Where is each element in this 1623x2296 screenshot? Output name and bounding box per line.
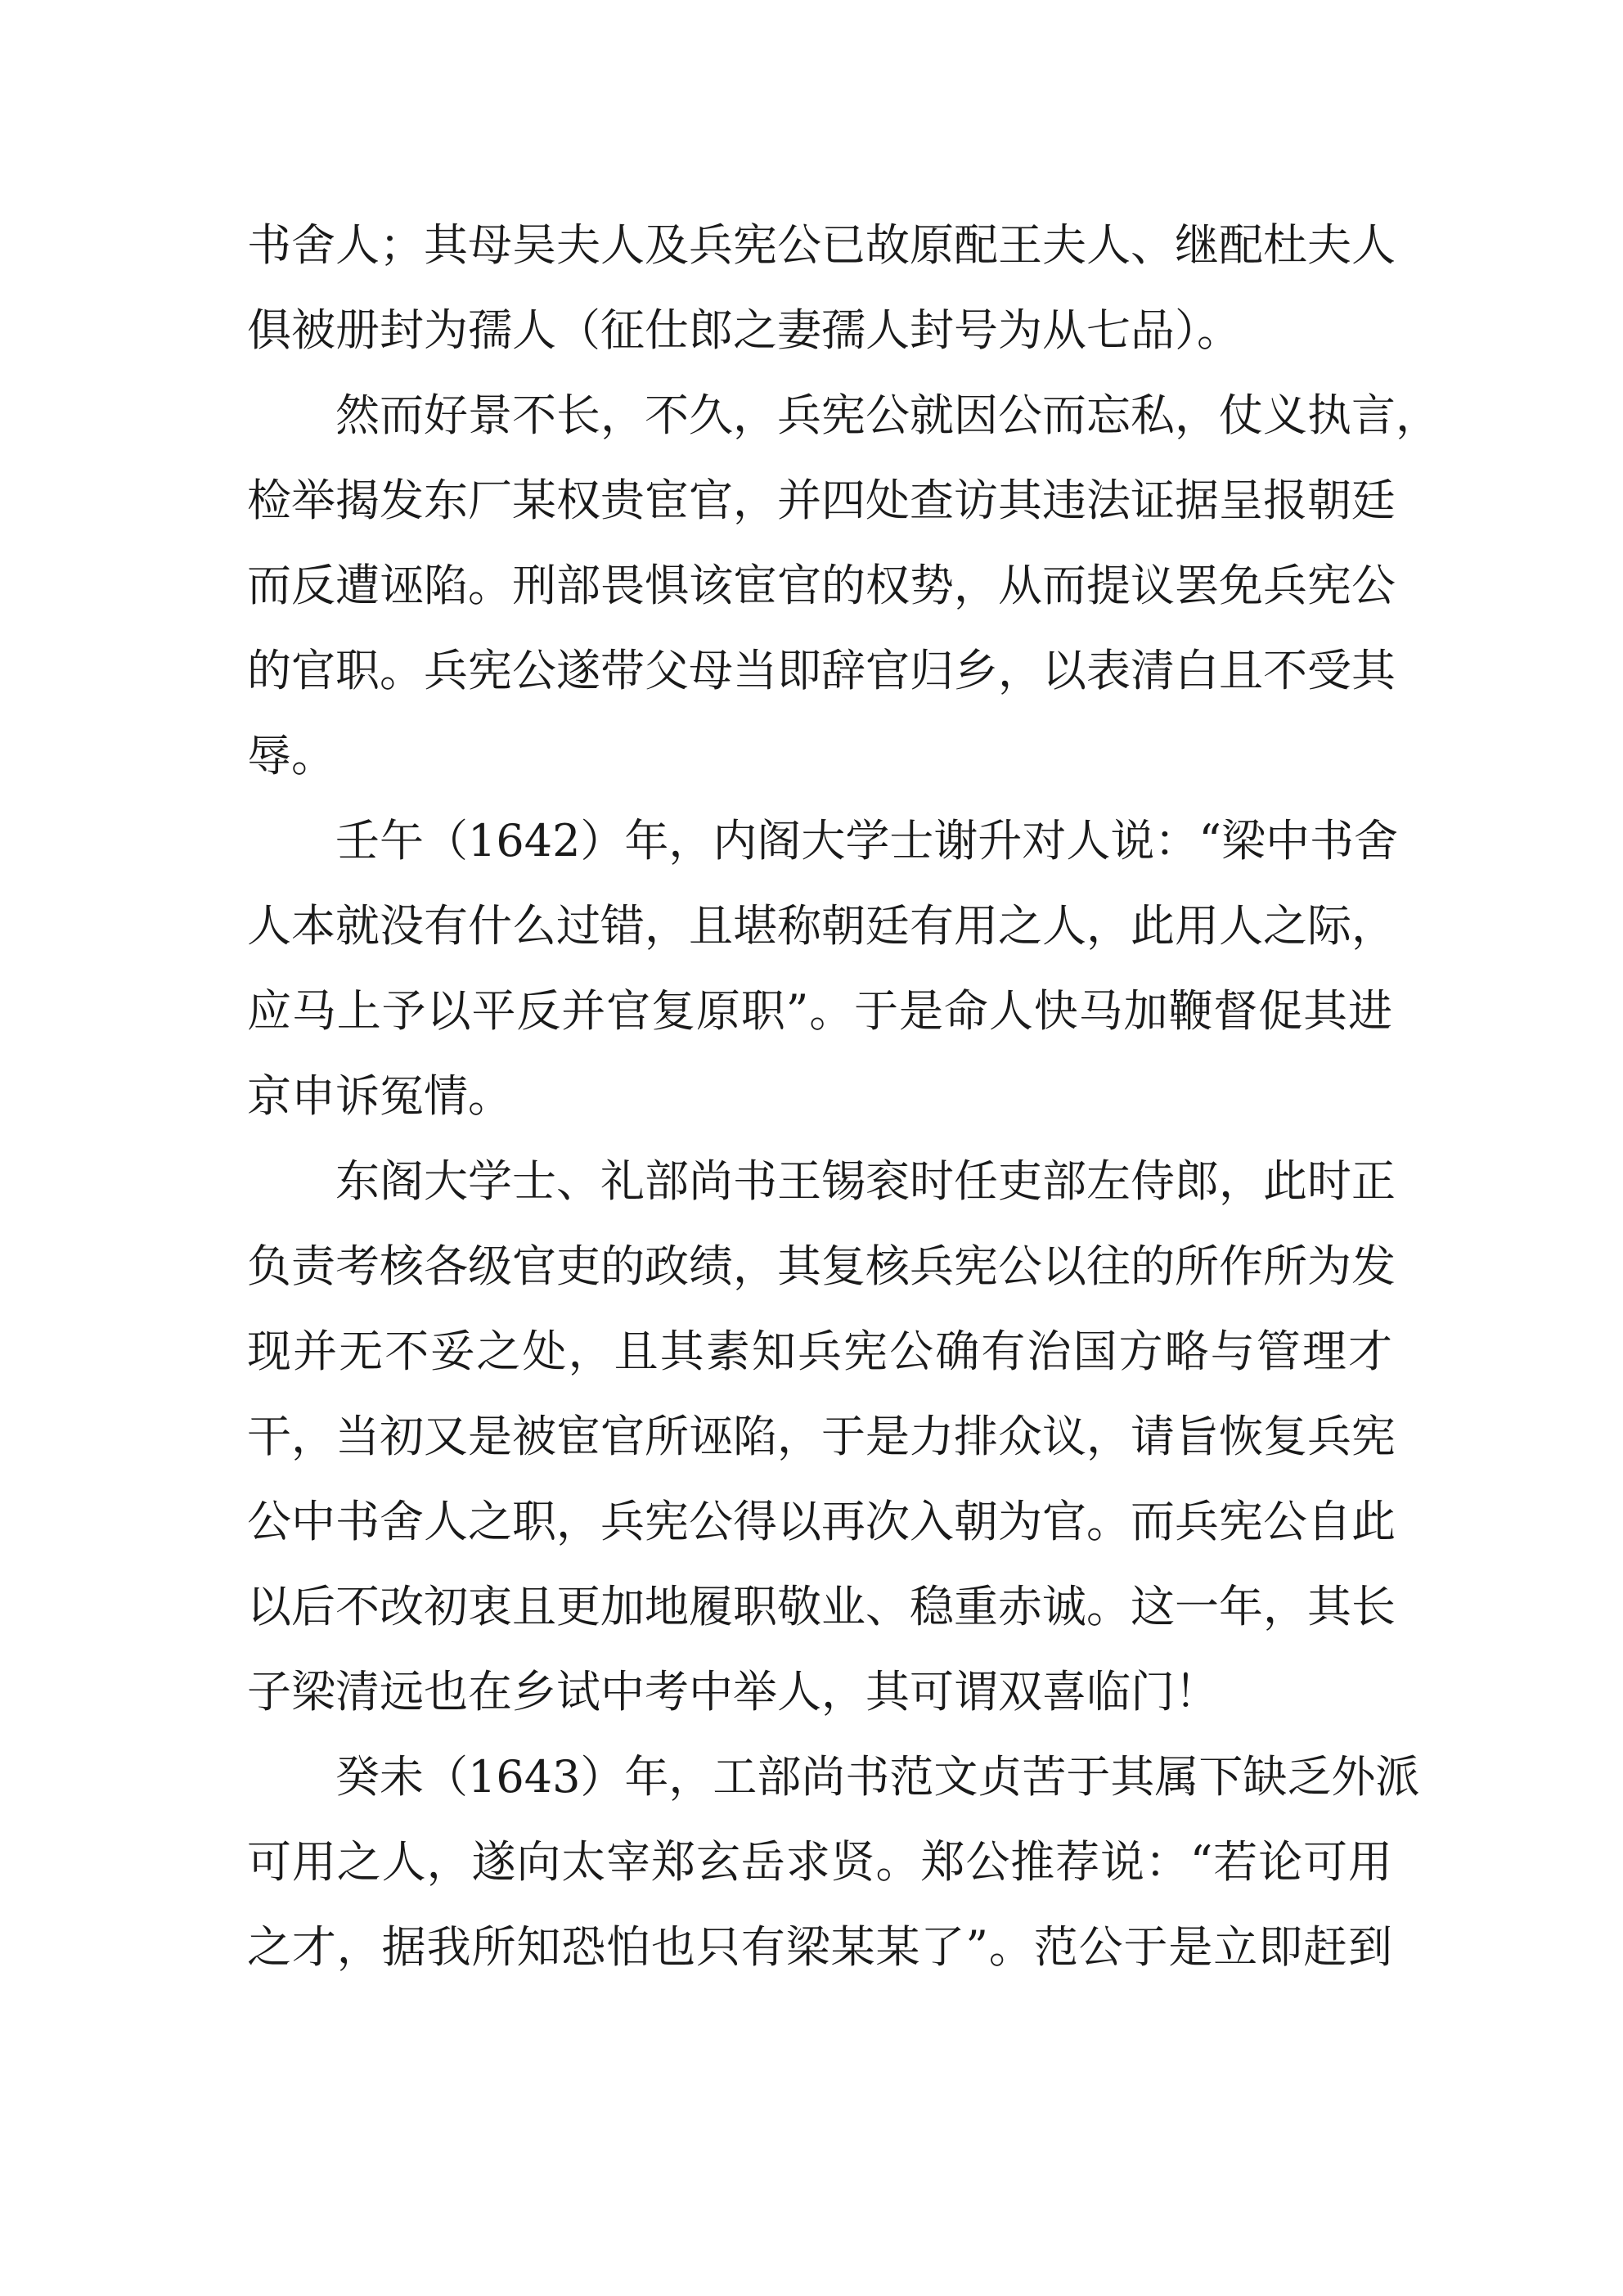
text-line: 应马上予以平反并官复原职”。于是命人快马加鞭督促其进 <box>247 985 1392 1037</box>
paragraph-first-line: 壬午（1642）年，内阁大学士谢升对人说：“梁中书舍 <box>335 815 1399 867</box>
text-line: 人本就没有什么过错，且堪称朝廷有用之人，此用人之际， <box>247 900 1396 952</box>
text-line: 现并无不妥之处，且其素知兵宪公确有治国方略与管理才 <box>247 1326 1392 1377</box>
paragraph-first-line: 东阁大学士、礼部尚书王锡衮时任吏部左侍郎，此时正 <box>335 1155 1396 1207</box>
text-line: 书舍人；其母吴夫人及兵宪公已故原配王夫人、继配杜夫人 <box>247 219 1396 271</box>
text-line: 以后不改初衷且更加地履职敬业、稳重赤诚。这一年，其长 <box>247 1581 1396 1632</box>
paragraph-first-line: 然而好景不长，不久，兵宪公就因公而忘私，仗义执言， <box>335 389 1440 441</box>
text-line: 检举揭发东厂某权贵宦官，并四处查访其违法证据呈报朝廷 <box>247 475 1396 526</box>
text-line: 干，当初又是被宦官所诬陷，于是力排众议，请旨恢复兵宪 <box>247 1411 1396 1462</box>
text-line: 可用之人，遂向太宰郑玄岳求贤。郑公推荐说：“若论可用 <box>247 1836 1392 1888</box>
text-line: 子梁清远也在乡试中考中举人，其可谓双喜临门！ <box>247 1666 1219 1717</box>
text-line: 的官职。兵宪公遂带父母当即辞官归乡，以表清白且不受其 <box>247 645 1396 696</box>
text-line: 京申诉冤情。 <box>247 1070 512 1122</box>
text-line: 负责考核各级官吏的政绩，其复核兵宪公以往的所作所为发 <box>247 1240 1396 1292</box>
text-line: 之才，据我所知恐怕也只有梁某某了”。范公于是立即赶到 <box>247 1921 1392 1973</box>
text-line: 俱被册封为孺人（征仕郎之妻孺人封号为从七品）。 <box>247 304 1241 356</box>
text-line: 而反遭诬陷。刑部畏惧该宦官的权势，从而提议罢免兵宪公 <box>247 560 1396 611</box>
text-line: 辱。 <box>247 730 335 781</box>
text-line: 公中书舍人之职，兵宪公得以再次入朝为官。而兵宪公自此 <box>247 1496 1396 1547</box>
paragraph-first-line: 癸未（1643）年，工部尚书范文贞苦于其属下缺乏外派 <box>335 1751 1420 1803</box>
